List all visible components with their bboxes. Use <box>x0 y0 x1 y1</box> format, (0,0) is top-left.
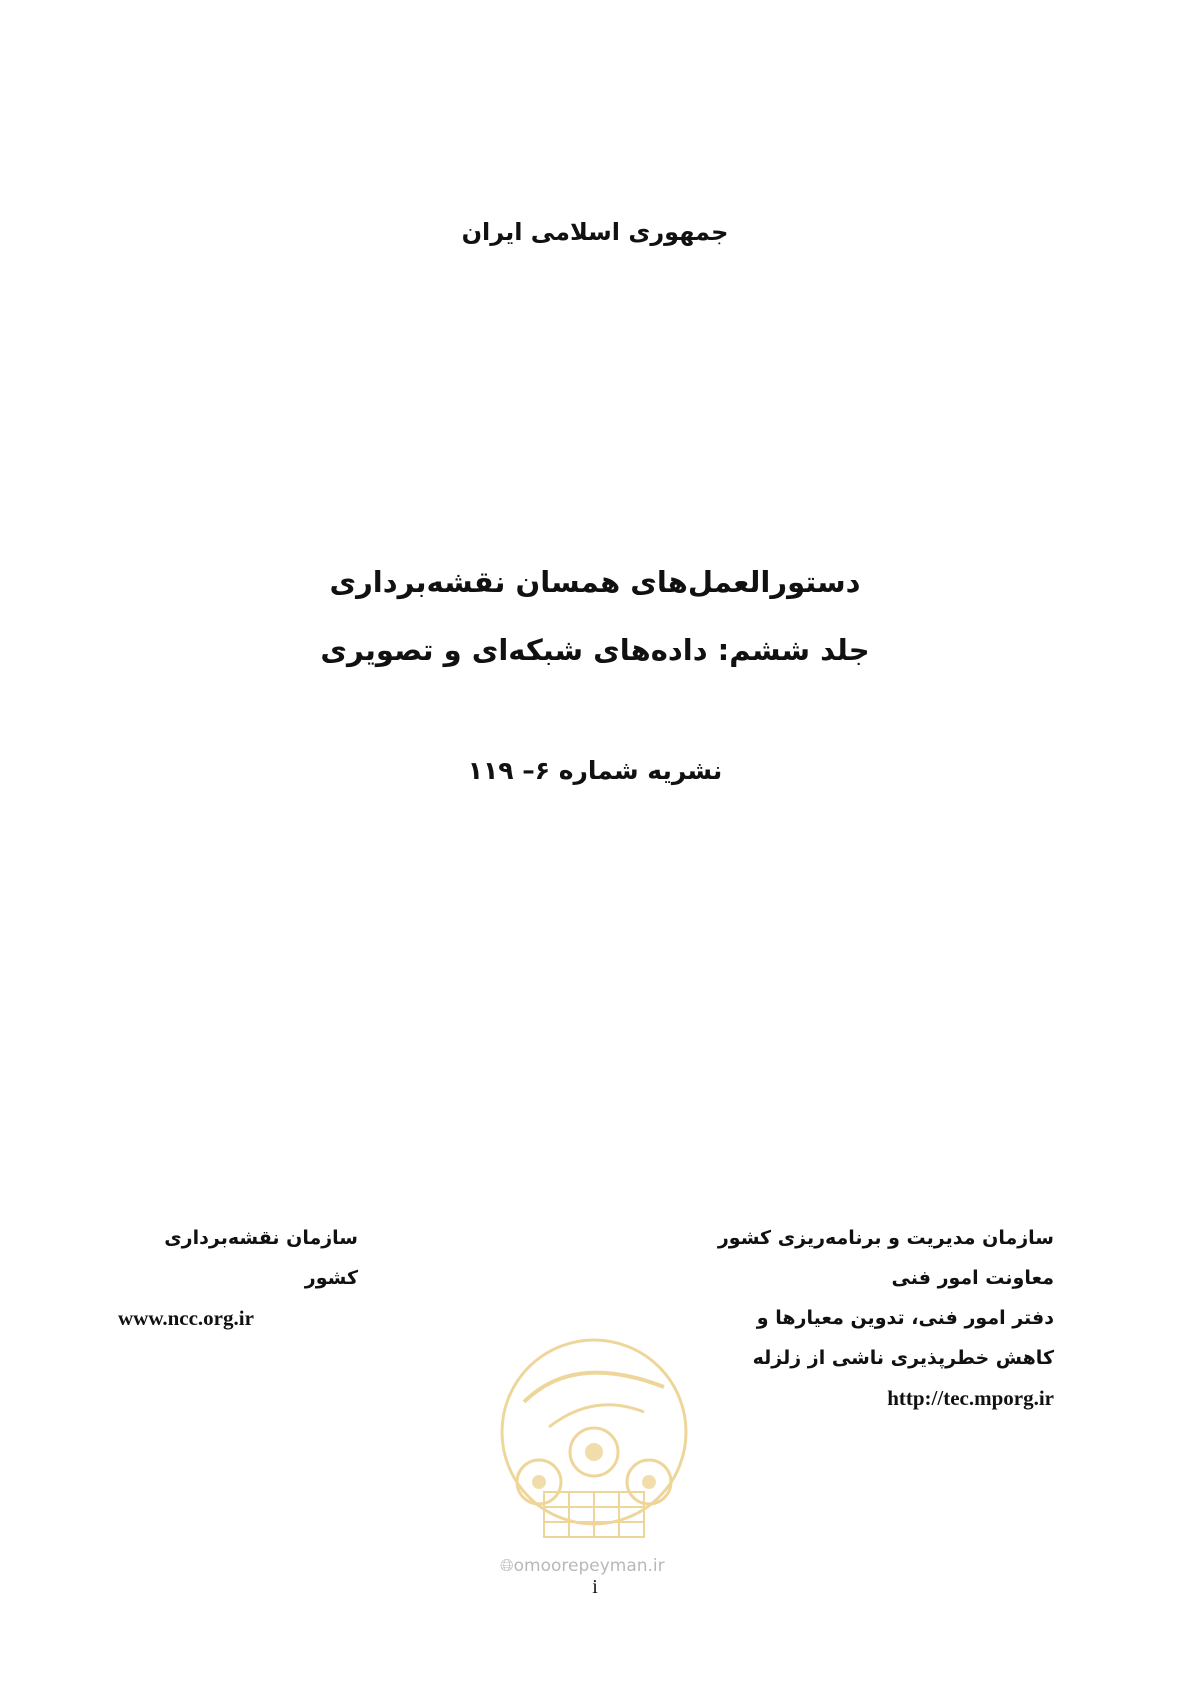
logo-script-swoosh <box>524 1373 664 1402</box>
volume-title: جلد ششم: داده‌های شبکه‌ای و تصویری <box>320 633 870 667</box>
document-title: دستورالعمل‌های همسان نقشه‌برداری <box>329 565 861 599</box>
issuer-right-url[interactable]: http://tec.mporg.ir <box>887 1386 1054 1410</box>
issuer-left-line-1: سازمان نقشه‌برداری کشور <box>164 1227 358 1289</box>
watermark-logo <box>494 1332 694 1557</box>
watermark-site-text <box>500 1556 700 1576</box>
page-number: i <box>592 1576 598 1598</box>
issuer-block-mapping-organization <box>118 1218 358 1338</box>
watermark-site-label: omoorepeyman.ir <box>513 1556 665 1576</box>
globe-icon: 🌐︎ <box>500 1556 514 1576</box>
publication-number: نشریه شماره ۶– ۱۱۹ <box>467 756 723 785</box>
country-heading: جمهوری اسلامی ایران <box>461 218 729 246</box>
issuer-left-url[interactable]: www.ncc.org.ir <box>118 1306 254 1330</box>
issuer-right-line-4: کاهش خطرپذیری ناشی از زلزله <box>752 1347 1054 1369</box>
logo-script-swoosh-2 <box>549 1405 644 1427</box>
issuer-right-line-3: دفتر امور فنی، تدوین معیارها و <box>756 1307 1054 1329</box>
issuer-right-line-1: سازمان مدیریت و برنامه‌ریزی کشور <box>717 1227 1054 1249</box>
issuer-right-line-2: معاونت امور فنی <box>891 1267 1054 1289</box>
